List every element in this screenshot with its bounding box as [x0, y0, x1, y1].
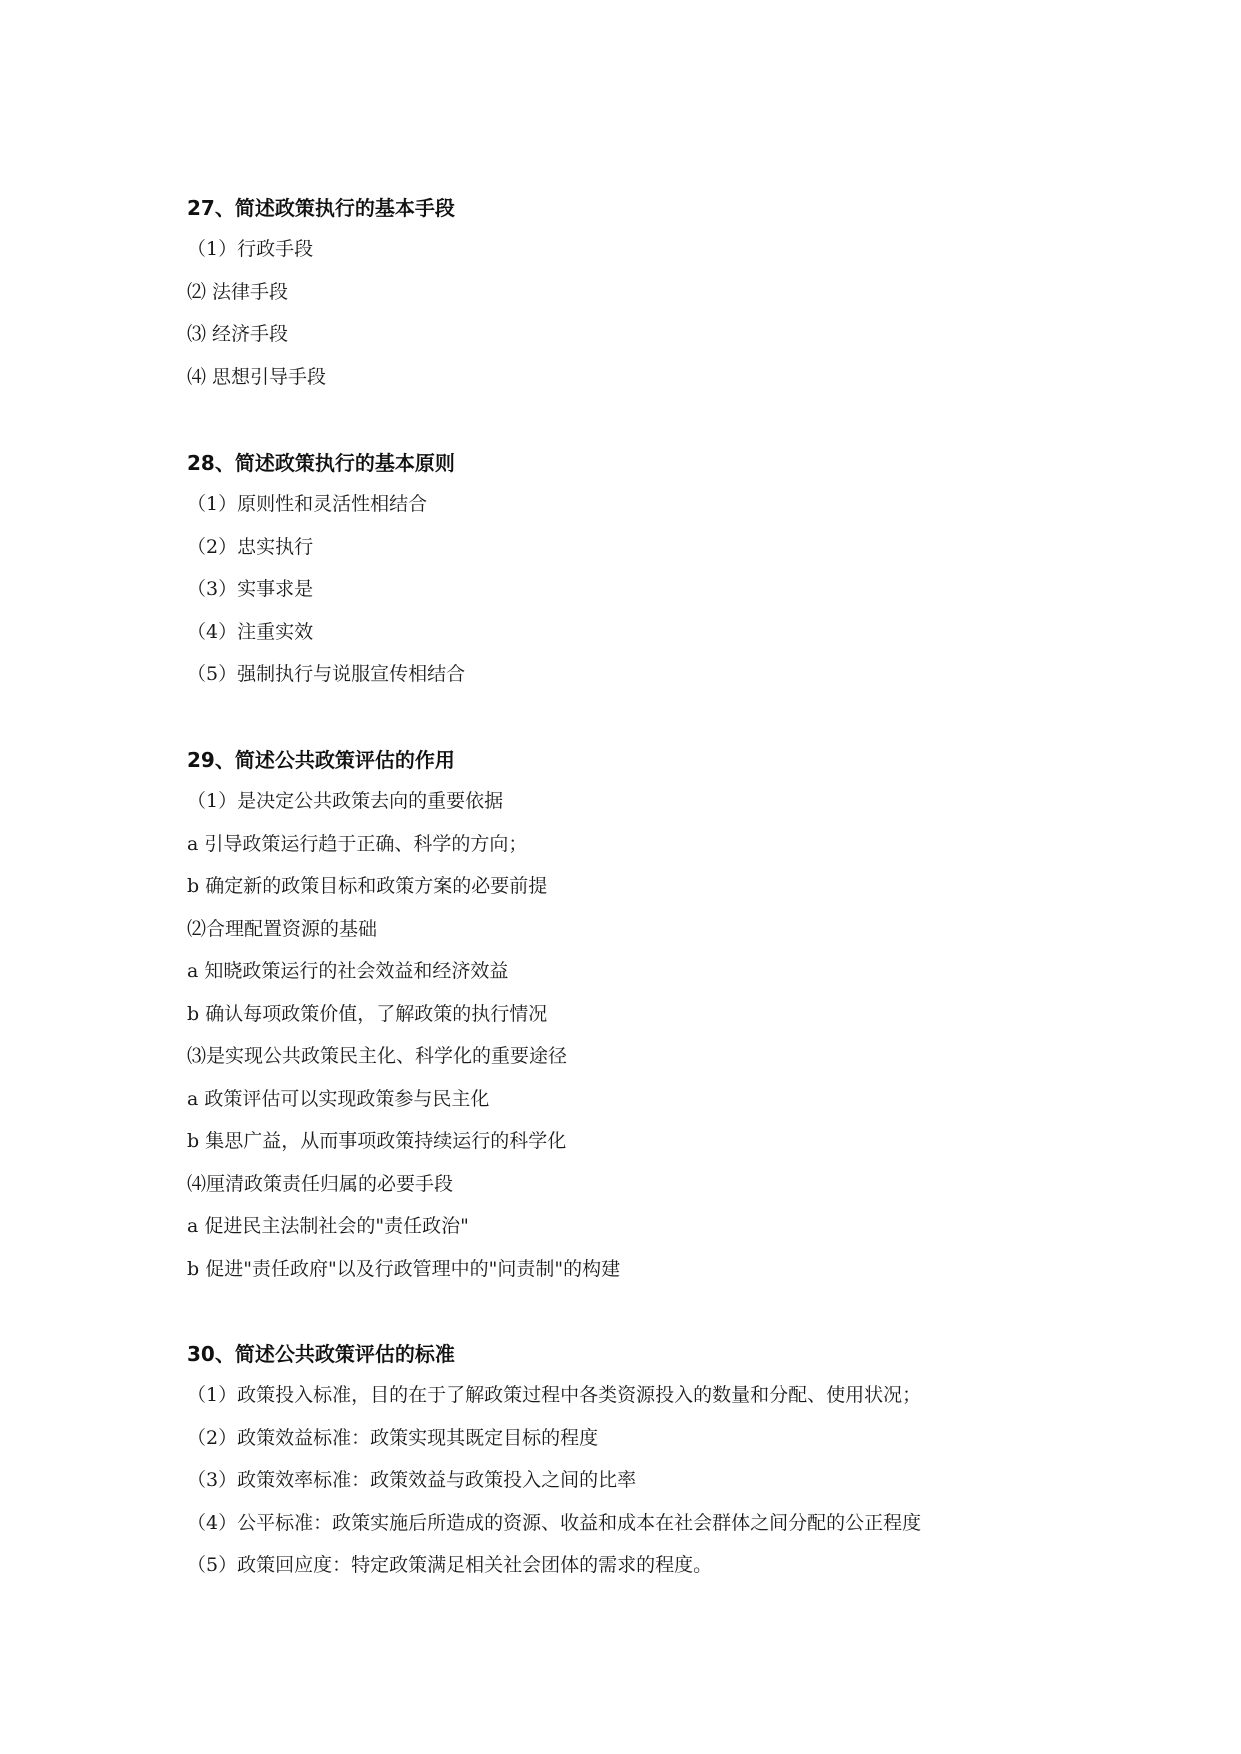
list-item: （1）是决定公共政策去向的重要依据 [187, 790, 504, 812]
section-27 [187, 188, 1087, 398]
list-item: ⑶是实现公共政策民主化、科学化的重要途径 [187, 1045, 568, 1067]
list-item: （3）实事求是 [187, 578, 314, 600]
list-item: （2）政策效益标准：政策实现其既定目标的程度 [187, 1426, 599, 1449]
list-item: ⑷厘清政策责任归属的必要手段 [187, 1172, 454, 1195]
section-heading: 29、简述公共政策评估的作用 [187, 748, 455, 772]
list-item: （3）政策效率标准：政策效益与政策投入之间的比率 [187, 1469, 637, 1491]
list-item: （2）忠实执行 [187, 535, 314, 558]
section-heading: 30、简述公共政策评估的标准 [187, 1342, 455, 1366]
list-item: ⑶ 经济手段 [187, 323, 289, 345]
list-item: b 确定新的政策目标和政策方案的必要前提 [187, 875, 548, 897]
list-item: （4）注重实效 [187, 620, 314, 643]
list-item: a 促进民主法制社会的"责任政治" [187, 1215, 469, 1237]
list-item: a 引导政策运行趋于正确、科学的方向； [187, 832, 528, 855]
list-item: ⑵合理配置资源的基础 [187, 917, 378, 940]
list-item: （1）行政手段 [187, 238, 314, 260]
section-29 [187, 740, 1087, 1290]
list-item: ⑵ 法律手段 [187, 280, 289, 303]
list-item: a 知晓政策运行的社会效益和经济效益 [187, 960, 509, 982]
list-item: （1）原则性和灵活性相结合 [187, 493, 428, 515]
list-item: （5）强制执行与说服宣传相结合 [187, 663, 466, 685]
list-item: a 政策评估可以实现政策参与民主化 [187, 1087, 490, 1110]
section-28 [187, 443, 1087, 696]
list-item: b 促进"责任政府"以及行政管理中的"问责制"的构建 [187, 1257, 621, 1280]
list-item: b 集思广益，从而事项政策持续运行的科学化 [187, 1130, 567, 1152]
section-heading: 27、简述政策执行的基本手段 [187, 196, 455, 220]
list-item: （4）公平标准：政策实施后所造成的资源、收益和成本在社会群体之间分配的公正程度 [187, 1511, 922, 1534]
section-30 [187, 1334, 1087, 1587]
list-item: （5）政策回应度：特定政策满足相关社会团体的需求的程度。 [187, 1554, 713, 1576]
list-item: （1）政策投入标准，目的在于了解政策过程中各类资源投入的数量和分配、使用状况； [187, 1384, 922, 1406]
section-heading: 28、简述政策执行的基本原则 [187, 451, 455, 475]
list-item: b 确认每项政策价值，了解政策的执行情况 [187, 1002, 548, 1025]
list-item: ⑷ 思想引导手段 [187, 365, 327, 388]
